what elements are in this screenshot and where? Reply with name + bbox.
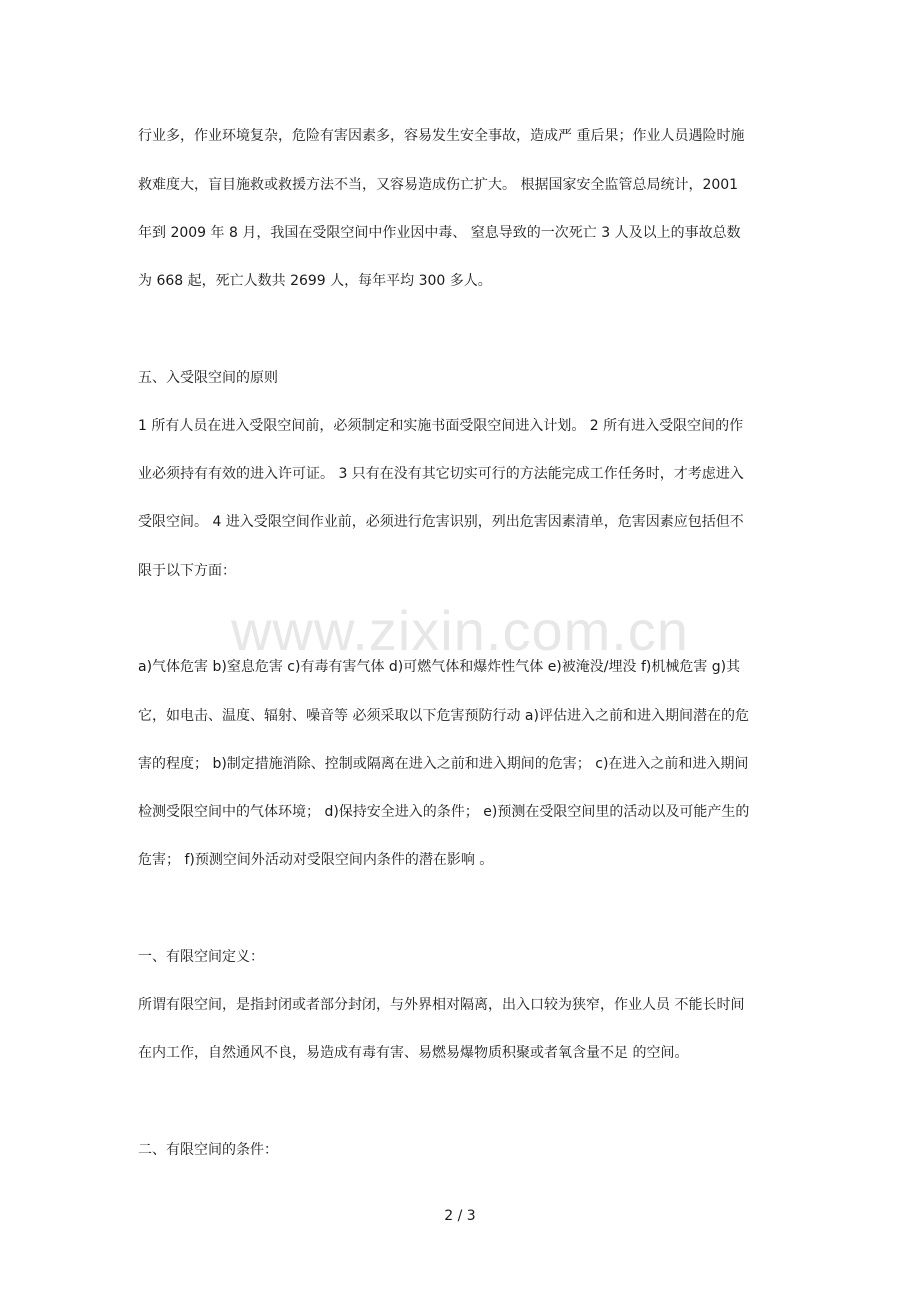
body-text-line: 危害； f)预测空间外活动对受限空间内条件的潜在影响 。 [138, 852, 494, 868]
body-text-line: 受限空间。 4 进入受限空间作业前，必须进行危害识别，列出危害因素清单，危害因素应包括但不 [138, 514, 744, 530]
body-text-line: 行业多，作业环境复杂，危险有害因素多，容易发生安全事故，造成严 重后果；作业人员遇险时施 [138, 128, 745, 144]
body-text-line: 为 668 起，死亡人数共 2699 人，每年平均 300 多人。 [138, 273, 492, 289]
section-heading-2: 二、有限空间的条件： [138, 1142, 278, 1158]
body-text-line: 它，如电击、温度、辐射、噪音等 必须采取以下危害预防行动 a)评估进入之前和进入期间潜在的危 [138, 708, 749, 724]
section-heading-1: 一、有限空间定义： [138, 949, 264, 965]
body-text-line: a)气体危害 b)窒息危害 c)有毒有害气体 d)可燃气体和爆炸性气体 e)被淹没/埋没 f)机械危害 g)其 [138, 659, 741, 675]
body-text-line: 检测受限空间中的气体环境； d)保持安全进入的条件； e)预测在受限空间里的活动以及可能产生的 [138, 804, 750, 820]
section-heading-5: 五、入受限空间的原则 [138, 370, 278, 386]
body-text-line: 所谓有限空间，是指封闭或者部分封闭，与外界相对隔离，出入口较为狭窄，作业人员 不能长时间 [138, 997, 745, 1013]
body-text-line: 年到 2009 年 8 月，我国在受限空间中作业因中毒、 窒息导致的一次死亡 3 人及以上的事故总数 [138, 225, 741, 241]
body-text-line: 救难度大，盲目施救或救援方法不当，又容易造成伤亡扩大。 根据国家安全监管总局统计，2001 [138, 177, 739, 193]
page-number: 2 / 3 [444, 1208, 476, 1224]
watermark-text: www.zixin.com.cn [231, 599, 689, 662]
body-text-line: 业必须持有有效的进入许可证。 3 只有在没有其它切实可行的方法能完成工作任务时，才考虑进入 [138, 466, 744, 482]
body-text-line: 1 所有人员在进入受限空间前，必须制定和实施书面受限空间进入计划。 2 所有进入受限空间的作 [138, 418, 744, 434]
body-text-line: 在内工作，自然通风不良，易造成有毒有害、易燃易爆物质积聚或者氧含量不足 的空间。 [138, 1045, 689, 1061]
body-text-line: 害的程度； b)制定措施消除、控制或隔离在进入之前和进入期间的危害； c)在进入之前和进入期间 [138, 756, 749, 772]
body-text-line: 限于以下方面： [138, 563, 236, 579]
